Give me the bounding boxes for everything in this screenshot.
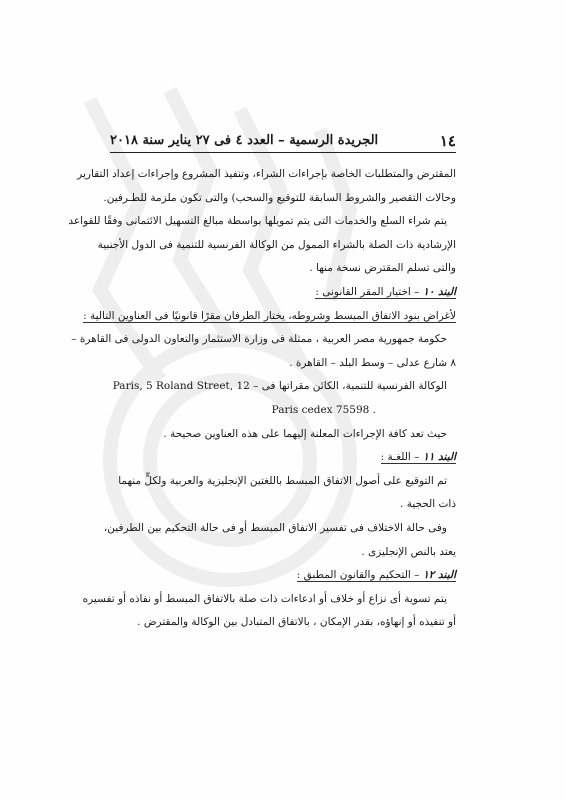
paragraph-line: ذات الحجية . bbox=[400, 498, 456, 511]
paragraph-line: الإرشادية ذات الصلة بالشراء الممول من الوكالة الفرنسية للتنمية فى الدول الأجنبية bbox=[97, 238, 456, 251]
paragraph-line bbox=[110, 399, 456, 423]
clause-heading-text bbox=[315, 286, 456, 299]
paragraph-line: والتى تسلم المقترض نسخة منها . bbox=[309, 262, 456, 275]
paragraph-line: يعتد بالنص الإنجليزى . bbox=[361, 545, 456, 558]
paragraph-line: تم التوقيع على أصول الاتفاق المبسط باللغتين الإنجليزية والعربية ولكلٍّ منهما bbox=[118, 474, 447, 487]
paragraph-line: حيث تعد كافة الإجراءات المعلنة إليهما على هذه العناوين صحيحة . bbox=[163, 427, 447, 440]
clause-label: البند ١٠ bbox=[419, 285, 456, 298]
clause-heading-text bbox=[381, 451, 456, 464]
paragraph-line: حكومة جمهورية مصر العربية ، ممثلة فى وزارة الاستثمار والتعاون الدولى فى القاهرة – bbox=[71, 333, 447, 346]
paragraph-line: الوكالة الفرنسية للتنمية، الكائن مقراتها فى – Paris, 5 Roland Street, 12 bbox=[112, 380, 447, 393]
clause-heading-10 bbox=[110, 281, 456, 305]
paragraph-line: وحالات التقصير والشروط السابقة للتوقيع والسحب) والتى تكون ملزمة للطـرفين. bbox=[103, 191, 456, 204]
paragraph-line: يتم تسوية أى نزاع أو خلاف أو ادعاءات ذات صلة بالاتفاق المبسط أو نفاذه أو تفسيره bbox=[82, 592, 447, 605]
clause-title: – اللغـة : bbox=[380, 451, 420, 464]
paragraph-line: المقترض والمتطلبات الخاصة بإجراءات الشراء، وتنفيذ المشروع وإجراءات إعداد التقارير bbox=[77, 168, 456, 180]
paragraph-line: وفى حالة الاختلاف فى تفسير الاتفاق المبسط أو فى حالة التحكيم بين الطرفين، bbox=[103, 521, 447, 534]
clause-label: البند ١١ bbox=[419, 451, 456, 464]
clause-title: – التحكيم والقانون المطبق : bbox=[296, 569, 420, 582]
paragraph-line: يتم شراء السلع والخدمات التى يتم تمويلها بواسطة مبالغ التسهيل الائتمانى وفقًا للقواعد bbox=[68, 215, 447, 228]
clause-heading-12 bbox=[110, 564, 456, 588]
page-header bbox=[110, 130, 456, 153]
document-body bbox=[68, 163, 456, 635]
clause-title: – اختيار المقر القانونى : bbox=[315, 285, 420, 298]
address-text: Paris cedex 75598 . bbox=[271, 403, 376, 416]
clause-heading-11 bbox=[110, 446, 456, 470]
gazette-title: الجريدة الرسمية – العدد ٤ فى ٢٧ يناير سنة ٢٠١٨ bbox=[110, 133, 379, 148]
page-number: ١٤ bbox=[439, 132, 456, 150]
clause-heading-text bbox=[297, 569, 456, 582]
paragraph-line-text: لأغراض بنود الاتفاق المبسط وشروطه، يختار الطرفان مقرًا قانونيًا فى العناوين التالية : bbox=[83, 309, 456, 322]
paragraph-line: ٨ شارع عدلى – وسط البلد – القاهرة . bbox=[289, 356, 456, 369]
clause-label: البند ١٢ bbox=[419, 569, 456, 582]
paragraph-line bbox=[83, 305, 456, 329]
paragraph-line: أو تنفيذه أو إنهاؤه، بقدر الإمكان ، بالاتفاق المتبادل بين الوكالة والمقترض . bbox=[137, 616, 456, 629]
